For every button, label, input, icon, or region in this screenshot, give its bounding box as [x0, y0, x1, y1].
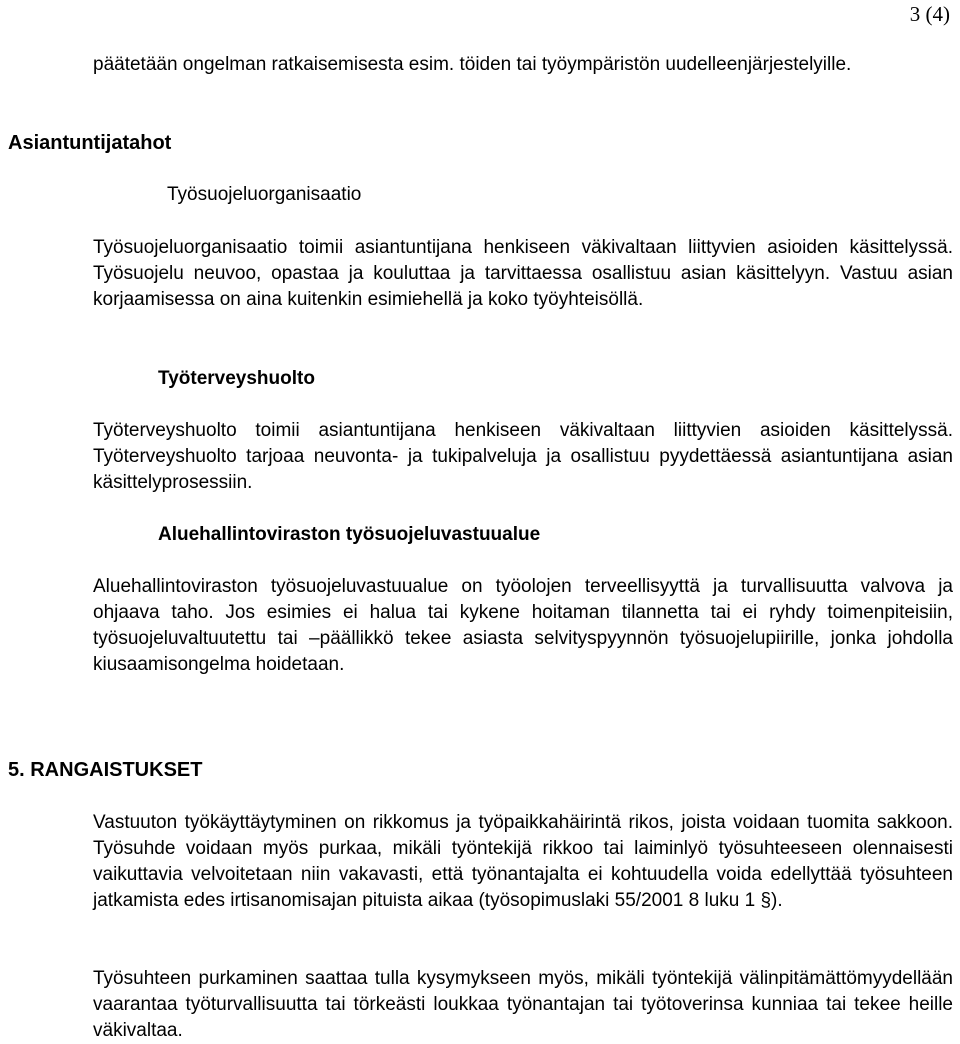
- page-number: 3 (4): [909, 2, 950, 26]
- rangaistukset-text-1: Vastuuton työkäyttäytyminen on rikkomus ja työpaikkahäirintä rikos, joista voidaan tuomita sakkoon. Työsuhde voidaan myös purkaa, mikäli työntekijä rikkoo tai laiminlyö työsuhteeseen olennaisesti vaikuttavia velvoitetaan niin vakavasti, että työnantajalta ei kohtuudella voida edellyttää työsuhteen jatkamista edes irtisanomisajan pituista aikaa (työsopimuslaki 55/2001 8 luku 1 §).: [93, 812, 953, 911]
- tyosuojeluorganisaatio-paragraph: [93, 235, 953, 313]
- intro-paragraph: [93, 52, 953, 78]
- rangaistukset-paragraph-2: [93, 966, 953, 1044]
- rangaistukset-paragraph-1: [93, 810, 953, 914]
- tyosuojeluorganisaatio-text: Työsuojeluorganisaatio toimii asiantuntijana henkiseen väkivaltaan liittyvien asioiden käsittelyssä. Työsuojelu neuvoo, opastaa ja kouluttaa ja tarvittaessa osallistuu asian käsittelyyn. Vastuu asian korjaamisessa on aina kuitenkin esimiehellä ja koko työyhteisöllä.: [93, 237, 953, 310]
- rangaistukset-text-2: Työsuhteen purkaminen saattaa tulla kysymykseen myös, mikäli työntekijä välinpitämättömyydellään vaarantaa työturvallisuutta tai törkeästi loukkaa työnantajan tai työtoverinsa kunniaa tai tekee heille väkivaltaa.: [93, 968, 953, 1041]
- intro-text: päätetään ongelman ratkaisemisesta esim. töiden tai työympäristön uudelleenjärjestelyille.: [93, 54, 852, 75]
- tyoterveyshuolto-paragraph: [93, 418, 953, 496]
- heading-asiantuntijatahot: Asiantuntijatahot: [8, 132, 172, 154]
- heading-tyosuojeluorganisaatio: Työsuojeluorganisaatio: [167, 184, 362, 205]
- heading-tyoterveyshuolto: Työterveyshuolto: [158, 368, 315, 389]
- aluehallintovirasto-paragraph: [93, 574, 953, 678]
- tyoterveyshuolto-text: Työterveyshuolto toimii asiantuntijana henkiseen väkivaltaan liittyvien asioiden käsittelyssä. Työterveyshuolto tarjoaa neuvonta- ja tukipalveluja ja osallistuu pyydettäessä asiantuntijana asian käsittelyprosessiin.: [93, 420, 953, 493]
- aluehallintovirasto-text: Aluehallintoviraston työsuojeluvastuualue on työolojen terveellisyyttä ja turvallisuutta valvova ja ohjaava taho. Jos esimies ei halua tai kykene hoitaman tilannetta tai ei ryhdy toimenpiteisiin, työsuojeluvaltuutettu tai –päällikkö tekee asiasta selvityspyynnön työsuojelupiirille, jonka johdolla kiusaamisongelma hoidetaan.: [93, 576, 953, 675]
- heading-rangaistukset: 5. RANGAISTUKSET: [8, 759, 203, 781]
- heading-aluehallintovirasto: Aluehallintoviraston työsuojeluvastuualue: [158, 524, 541, 545]
